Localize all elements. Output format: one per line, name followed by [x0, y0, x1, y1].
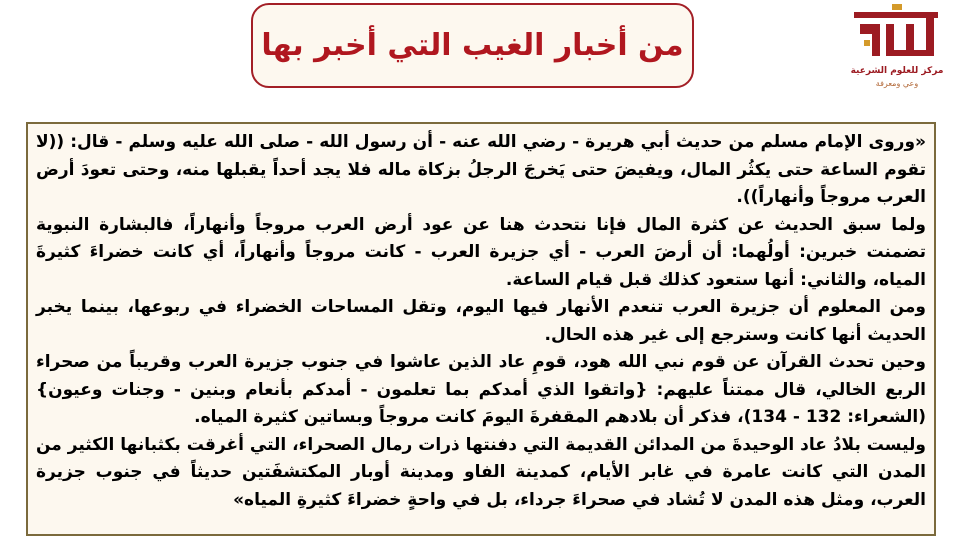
logo-mark — [852, 4, 940, 64]
article-body — [26, 122, 936, 536]
paragraph-two-reports: ولما سبق الحديث عن كثرة المال فإنا نتحدث هنا عن عود أرض العرب مروجاً وأنهاراً، فالبشارة النبوية تضمنت خبرين: أولُهما: أن أرضَ العرب - أي جزيرة العرب - كانت مروجاً وأنهاراً، أي كانت خضراءَ كثيرةَ المياه، والثاني: أنها ستعود كذلك قبل قيام الساعة. — [36, 214, 926, 290]
title-banner — [251, 3, 694, 88]
paragraph-hadith: «وروى الإمام مسلم من حديث أبي هريرة - رضي الله عنه - أن رسول الله - صلى الله عليه وسلم - قال: ((لا تقوم الساعة حتى يكثُر المال، ويفيضَ حتى يَخرجَ الرجلُ بزكاة ماله فلا يجد أحداً يقبلها منه، وحتى تعودَ أرض العرب مروجاً وأنهاراً)). — [36, 132, 926, 207]
paragraph-ancient-cities: وليست بلادُ عاد الوحيدةَ من المدائن القديمة التي دفنتها ذرات رمال الصحراء، التي أغرقت بكثبانها الكثير من المدن التي كانت عامرة في غابر الأيام، كمدينة الفاو ومدينة أوبار المكتشفَتين حديثاً في جنوب جزيرة العرب، ومثل هذه المدن لا تُشاد في صحراءَ جرداء، بل في واحةٍ خضراءَ كثيرةِ المياه» — [36, 434, 926, 510]
logo-tagline: مركز للعلوم الشرعية — [850, 66, 944, 76]
page-title: من أخبار الغيب التي أخبر بها — [261, 28, 684, 63]
logo — [842, 4, 952, 92]
logo-subtagline: وعي ومعرفة — [875, 79, 919, 88]
paragraph-current-state: ومن المعلوم أن جزيرة العرب تنعدم الأنهار فيها اليوم، وتقل المساحات الخضراء في ربوعها، بينما يخبر الحديث أنها كانت وسترجع إلى غير هذه الحال. — [36, 297, 926, 345]
paragraph-aad: وحين تحدث القرآن عن قوم نبي الله هود، قومِ عاد الذين عاشوا في جنوب جزيرة العرب وقريباً من صحراء الربع الخالي، قال ممتناً عليهم: {واتقوا الذي أمدكم بما تعلمون - أمدكم بأنعام وبنين - وجنات وعيون} (الشعراء: 132 - 134)، فذكر أن بلادهم المقفرةَ اليومَ كانت مروجاً وبساتين كثيرة المياه. — [36, 352, 926, 427]
logo-graphic — [852, 4, 940, 64]
